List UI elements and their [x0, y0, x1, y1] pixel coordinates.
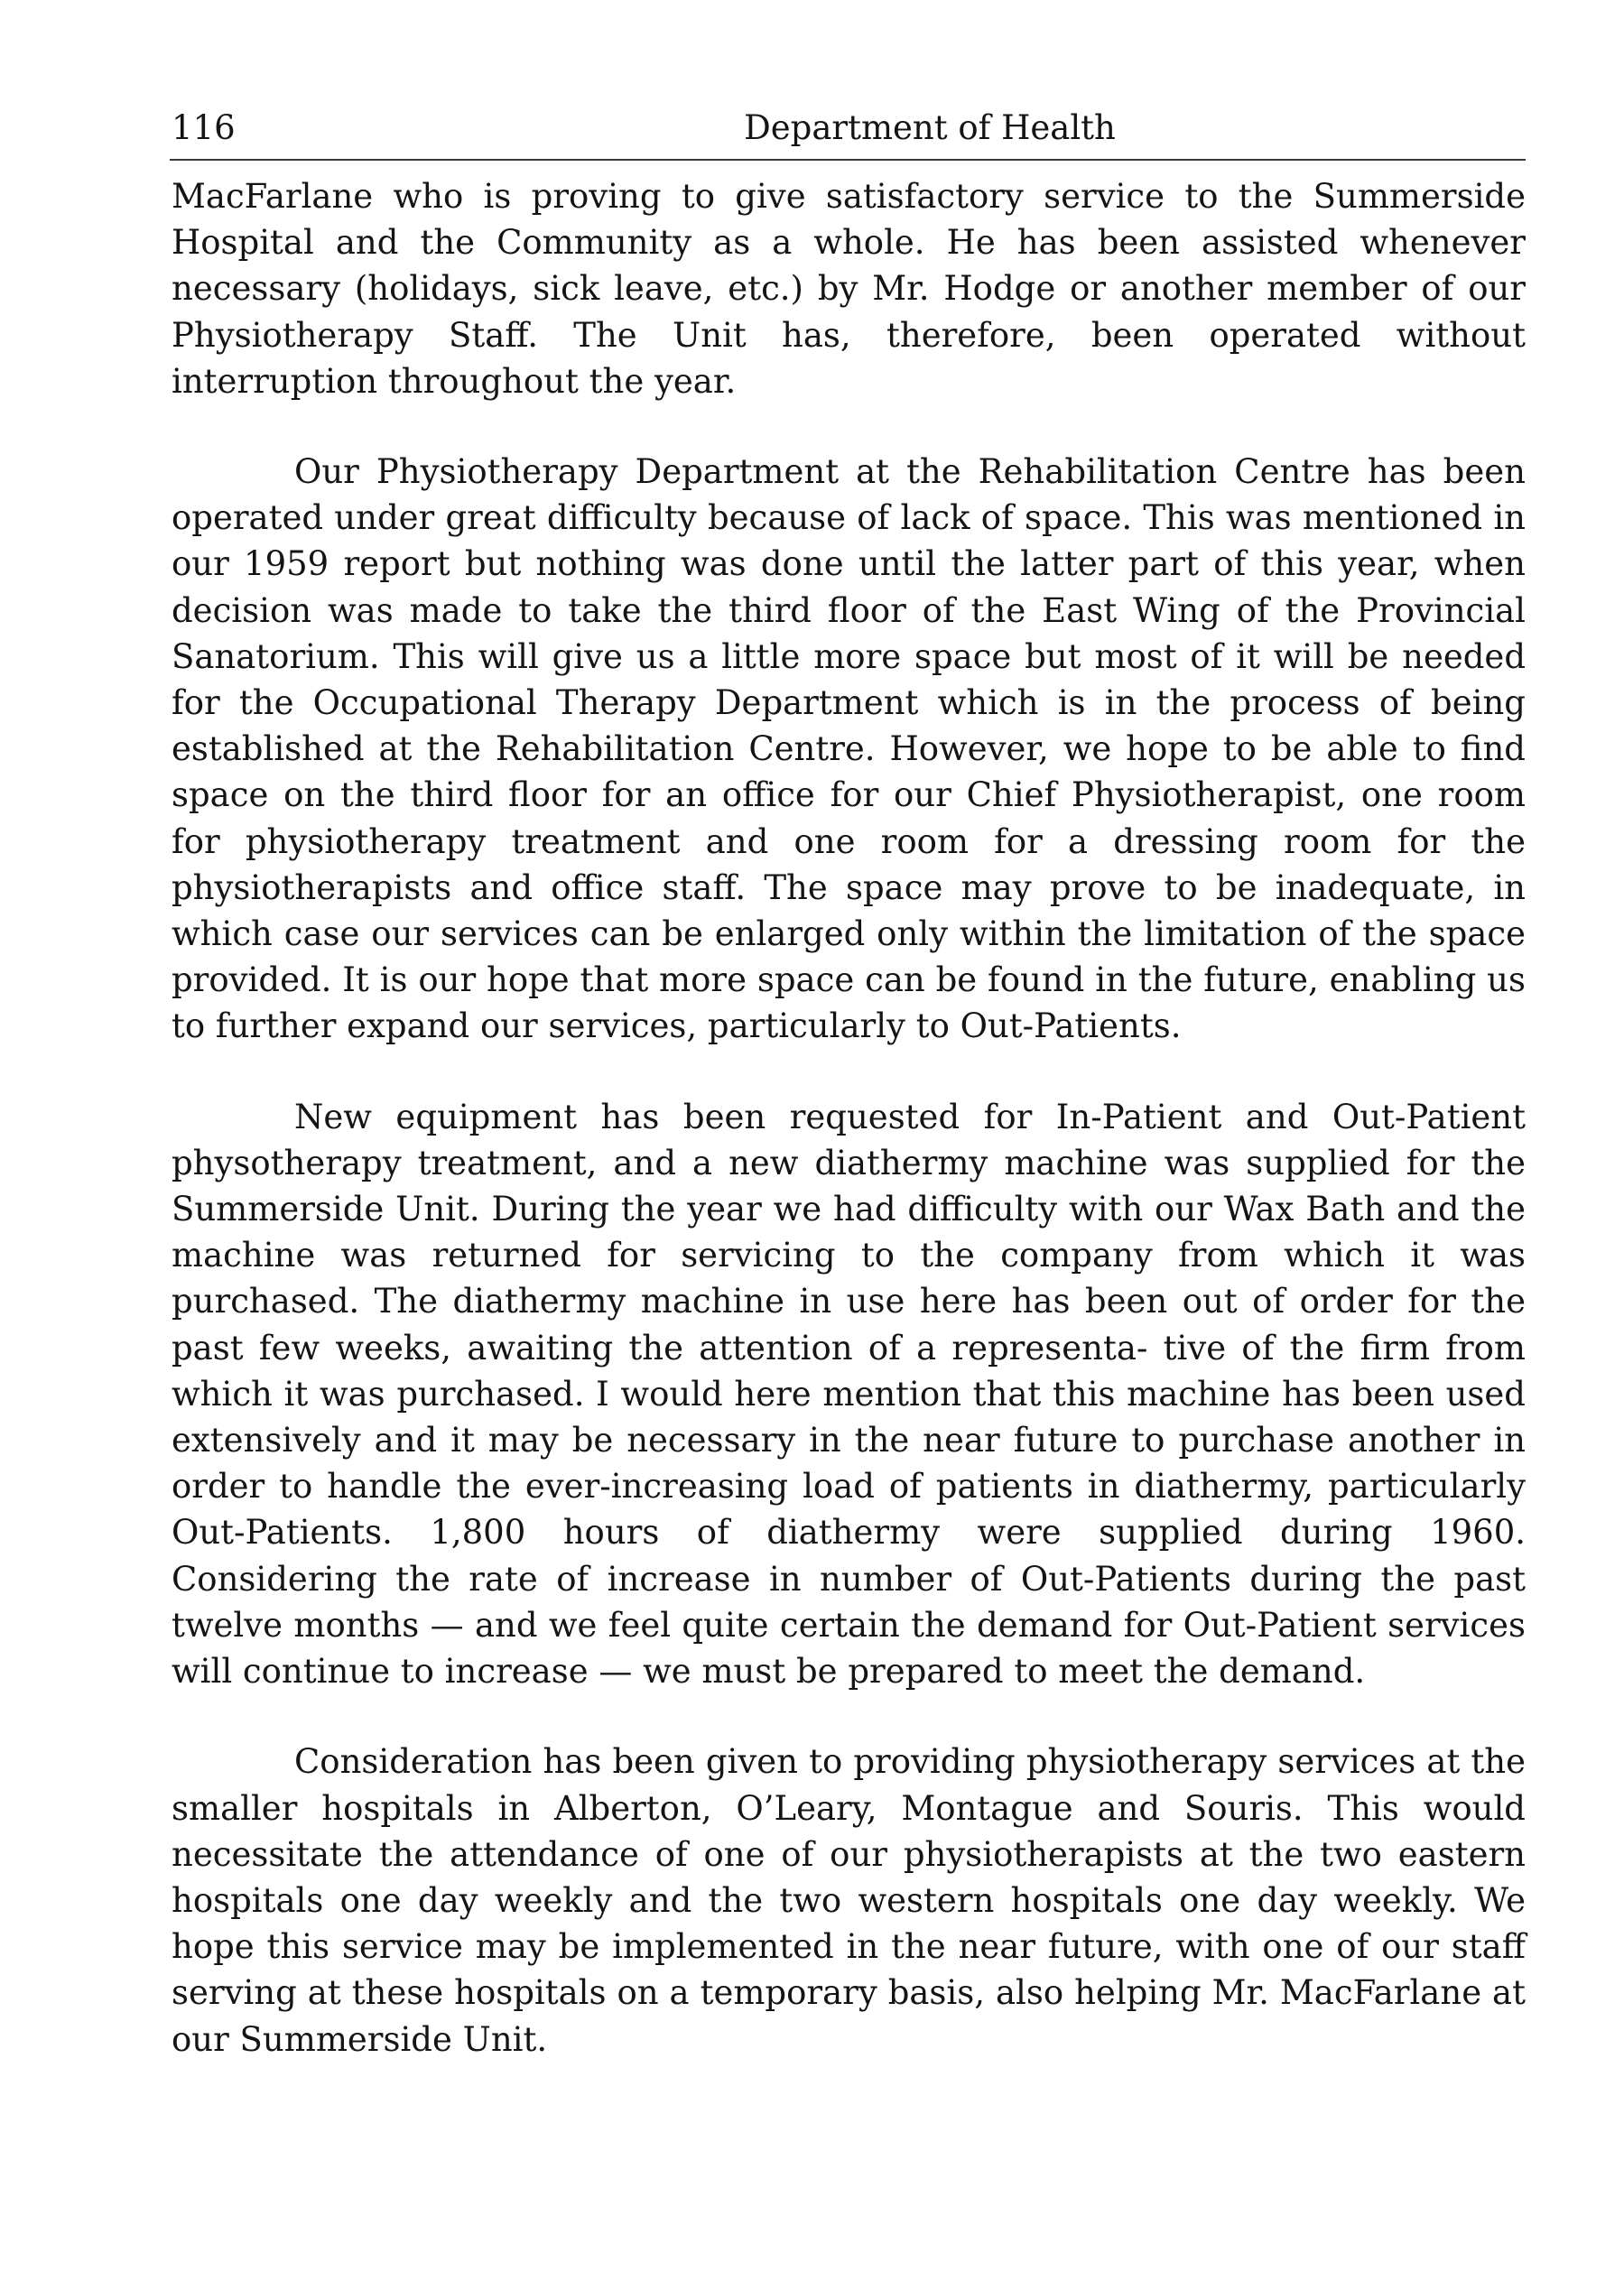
paragraph: Consideration has been given to providing physiotherapy services at the smaller hospitals in Alberton, O’Leary, Montague and Souris. This would necessitate the attendance of one of our physiotherapists at the two eastern hospitals one day weekly and the two western hospitals one day weekly. We hope this service may be implemented in the near future, with one of our staff serving at these hospitals on a temporary basis, also helping Mr. MacFarlane at our Summerside Unit. [172, 1742, 1526, 2059]
paragraph: Our Physiotherapy Department at the Rehabilitation Centre has been operated under great difficulty because of lack of space. This was mentioned in our 1959 report but nothing was done until the latter part of this year, when decision was made to take the third floor of the East Wing of the Provincial Sanatorium. This will give us a little more space but most of it will be needed for the Occupational Therapy Department which is in the process of being established at the Rehabilitation Centre. However, we hope to be able to find space on the third floor for an office for our Chief Physiotherapist, one room for physiotherapy treatment and one room for a dressing room for the physiotherapists and office staff. The space may prove to be inadequate, in which case our services can be enlarged only within the limitation of the space provided. It is our hope that more space can be found in the future, enabling us to further expand our services, particularly to Out-Patients. [172, 452, 1526, 1046]
page-number: 116 [172, 108, 236, 147]
running-title: Department of Health [744, 108, 1116, 147]
body-text [172, 173, 1526, 2107]
paragraph: New equipment has been requested for In-Patient and Out-Patient physotherapy treatment, and a new diathermy machine was supplied for the Summerside Unit. During the year we had difficulty with our Wax Bath and the machine was returned for servicing to the company from which it was purchased. The diathermy machine in use here has been out of order for the past few weeks, awaiting the attention of a representa- tive of the firm from which it was purchased. I would here mention that this machine has been used extensively and it may be necessary in the near future to purchase another in order to handle the ever-increasing load of patients in diathermy, particularly Out-Patients. 1,800 hours of diathermy were supplied during 1960. Considering the rate of increase in number of Out-Patients during the past twelve months — and we feel quite certain the demand for Out-Patient services will continue to increase — we must be prepared to meet the demand. [172, 1097, 1526, 1692]
running-head [172, 101, 1526, 155]
header-rule [170, 159, 1526, 161]
paragraph-continued: MacFarlane who is proving to give satisfactory service to the Summerside Hospital and the Community as a whole. He has been assisted whenever necessary (holidays, sick leave, etc.) by Mr. Hodge or another member of our Physiotherapy Staff. The Unit has, therefore, been operated without interruption throughout the year. [172, 177, 1526, 401]
